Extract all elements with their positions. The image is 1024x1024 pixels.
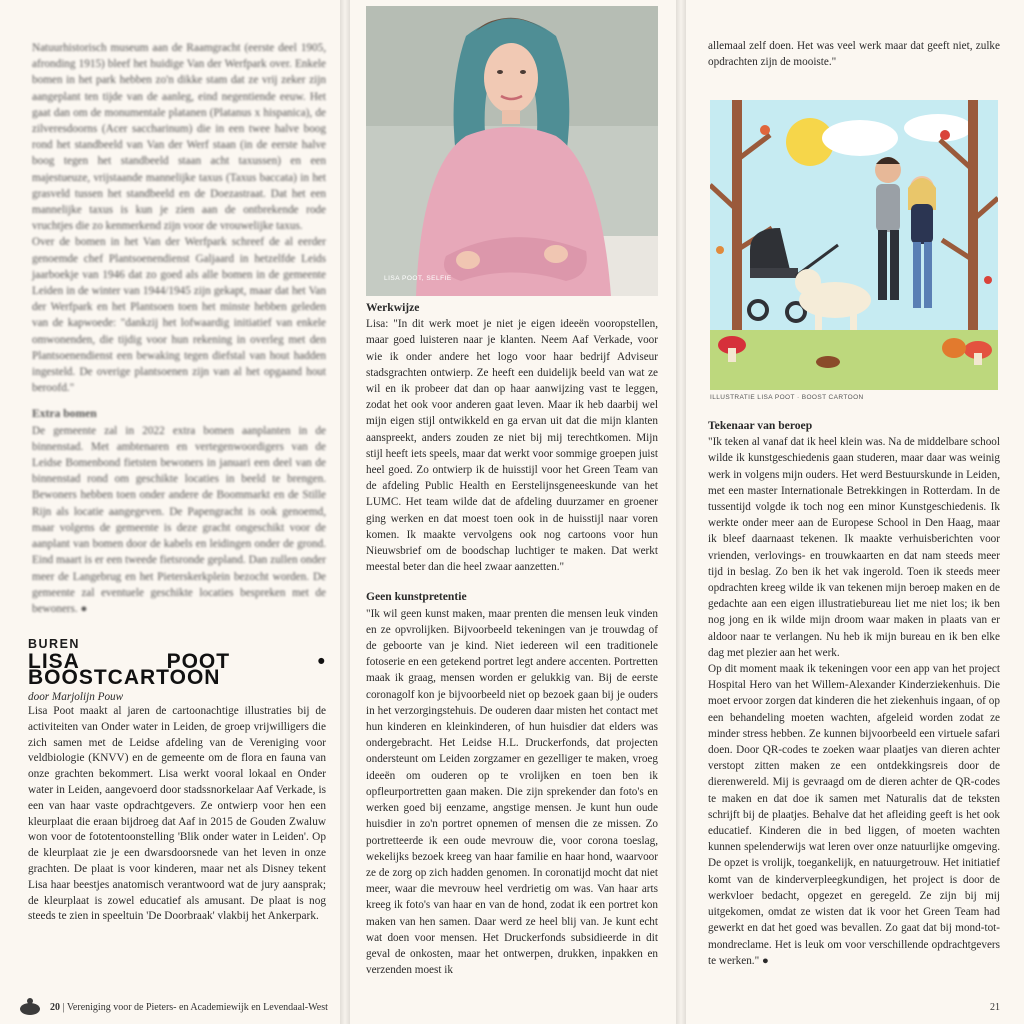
subheading-extra-bomen: Extra bomen xyxy=(32,407,97,421)
page-gutter xyxy=(340,0,350,1024)
column-1 xyxy=(32,40,326,617)
paragraph: Op dit moment maak ik tekeningen voor een app van het project Hospital Hero van het Willem-Alexander Kinderziekenhuis. Die moet ervoor zorgen dat kinderen die het ziekenhuis ingaan, of op een behandeling moeten wachten, afgeleid worden zodat ze minder stress hebben. Ze kunnen bijvoorbeeld een virtuele safari doen. Door QR-codes te zoeken waar plaatjes van dieren achter verstopt zitten maken ze een ontdekkingsreis door de dierenwereld. Mij is gevraagd om de dieren achter de QR-codes te maken en dat doe ik samen met Naturalis dat de teksten schrijft bij de plaatjes. Behalve dat het afleiding geeft is het ook educatief. Kinderen die in bed liggen, of moeten wachten kunnen spelenderwijs wat leren over onze natuurlijke omgeving. De opzet is vrolijk, toegankelijk, en natuurgetrouw. Het initiatief komt van de kinderverpleegkundigen, het project is door de werkvloer bedacht, opgezet en geregeld. Ze zijn bij mij uitgekomen, omdat ze wisten dat ik voor het Green Team had gewerkt en dat het goed was bevallen. Zo gaat dat bij mond-tot-mondreclame. Het is leuk om voor verschillende opdrachtgevers te werken." ● xyxy=(708,663,1000,967)
previous-article xyxy=(32,40,326,617)
article-header xyxy=(28,636,326,705)
subheading-werkwijze: Werkwijze xyxy=(366,301,420,314)
paragraph: allemaal zelf doen. Het was veel werk maar dat geeft niet, zulke opdrachten zijn de mooiste." xyxy=(708,40,1000,69)
subheading-geen-kunstpretentie: Geen kunstpretentie xyxy=(366,590,467,604)
selfie-photo xyxy=(366,6,658,296)
subheading-tekenaar-van-beroep: Tekenaar van beroep xyxy=(708,419,813,432)
article-intro xyxy=(28,704,326,925)
paragraph: Lisa Poot maakt al jaren de cartoonachtige illustraties bij de activiteiten van Onder water in Leiden, de groep vrijwilligers die zich samen met de Leidse afdeling van de Vereniging voor veldbiologie (KNVV) en de gemeente om de flora en fauna van onze grachten bekommert. Lisa werkt vooral lokaal en Onder water in Leiden, aangevoerd door stadssnorkelaar Aaf Verkade, is een van haar vaste opdrachtgevers. Ze ontwierp voor hen een kleurplaat die eraan bijdroeg dat Aaf in 2015 de Gouden Zwaluw won voor de fototentoonstelling 'Blik onder water in Leiden'. Op de kleurplaat zie je een dwarsdoorsnede van het leven in onze grachten. De plaat is voor kinderen, maar net als Disney tekent Lisa haar beestjes anatomisch verantwoord wat de jury aansprak; de kleurplaat is zowel educatief als amusant. De plaat is nog steeds te zien in speeltuin 'De Doorbraak' vlakbij het Ankerpark. xyxy=(28,705,326,923)
byline: door Marjolijn Pouw xyxy=(28,690,124,703)
column-2 xyxy=(366,300,658,978)
paragraph: Natuurhistorisch museum aan de Raamgracht (eerste deel 1905, afronding 1915) bleef het huidige Van der Werfpark over. Enkele bomen in het park hebben zo'n dikke stam dat ze vrij zeker zijn aangeplant ten tijde van de aanleg, eind negentiende eeuw. Het gaat dan om de monumentale platanen (Platanus x hispanica), de zilveresdoorns (Acer saccharinum) die in een twee halve boog rond het standbeeld van Van der Werf staan (in de eerste halve boog tegen het standbeeld staan acht taxussen) en een majestueuze, vrijstaande mannelijke taxus (Taxus baccata) in het grasveld tussen het standbeeld en de Doezastraat. Dat het een mannelijke taxus is kun je zien aan de ontbrekende rode vruchtjes die zo kenmerkend zijn voor de vrouwelijke taxus. xyxy=(32,42,326,233)
illustration-caption: ILLUSTRATIE LISA POOT · BOOST CARTOON xyxy=(710,394,864,401)
section-label: BUREN xyxy=(28,637,80,651)
family-illustration xyxy=(710,100,998,390)
paragraph: Lisa: "In dit werk moet je niet je eigen ideeën vooropstellen, maar goed luisteren naar je klanten. Neem Aaf Verkade, voor wie ik onder andere het logo voor haar bedrijf Adviseur stadsgrachten ontwierp. Ze heeft een duidelijk beeld van wat ze wil en ik probeer dat dan op haar aanwijzing vast te leggen, zodat het ook voor anderen gaat leven. Maar ik heb daarbij wel mijn eigen stijl ontwikkeld en ga ervan uit dat die mijn klanten aanspreekt, anders zouden ze niet bij mij terechtkomen. Mijn stijl heeft iets speels, maar dat werkt voor sommige groepen juist heel goed. Zo ontwierp ik de huisstijl voor het Green Team van de afdeling Public Health en Eerstelijnsgeneeskunde van het LUMC. Het team wilde dat de afdeling duurzamer en groener ging werken en dat moest toen ook in de huisstijl naar voren komen. Ik maakte vervolgens ook nog cartoons voor hun Nieuwsbrief om de boodschap luchtiger te maken. Dat werkt meestal beter dan die heel zwaar aanzetten." xyxy=(366,318,658,574)
footer-left xyxy=(50,1002,328,1013)
photo-caption: LISA POOT, SELFIE xyxy=(384,275,452,282)
column-3 xyxy=(708,38,1000,70)
page-number-right: 21 xyxy=(990,1002,1000,1013)
page-gutter-center xyxy=(676,0,686,1024)
publication-logo-icon xyxy=(18,996,42,1016)
selfie-image xyxy=(366,6,658,296)
paragraph: "Ik teken al vanaf dat ik heel klein was. Na de middelbare school wilde ik kunstgeschiedenis gaan studeren, maar daar was weinig werk in volgens mijn ouders. Het werd Bestuurskunde in Leiden, met een master Internationale Betrekkingen in Rotterdam. In de tussentijd volgde ik toch nog een minor Kunstgeschiedenis. Ik werkte onder meer aan de Europese School in Den Haag, maar ik bleef daarnaast tekenen. Ik maakte verhuisberichten voor vrienden, verlovings- en trouwkaarten en dat nam steeds meer tijd in beslag. Zo ben ik het vak ingerold. Toen ik steeds meer opdrachten kreeg wilde ik van tekenen mijn beroep maken en de gedachte aan een eigen illustratiebureau liet me niet los; ik ben nog jong en ik wilde mijn droom waar maken in plaats van er aldoor naar te verlangen. Nu heb ik mijn bureau en ik ben elke dag met plezier aan het werk. xyxy=(708,436,1000,659)
paragraph: "Ik wil geen kunst maken, maar prenten die mensen leuk vinden en ze opvrolijken. Bijvoorbeeld tekeningen van je trouwdag of de geboorte van je kind. Niet iedereen wil een traditionele fotoserie en een getekend portret legt andere accenten. Portretten maak ik graag, mensen worden er gelukkig van. Bij de eerste coronagolf kon je bijvoorbeeld niet op bezoek gaan bij je ouders in het verzorgingstehuis. De ouderen daar misten het contact met hun kinderen en kleinkinderen, of hun huisdier dat elders was ondergebracht. Het Leidse H.L. Druckerfonds, dat projecten ondersteunt om Leiden zorgzamer en gezelliger te maken, vroeg ideeën om ouderen op te vrolijken en toen ben ik opfleurportretten gaan maken. Die zijn sprekender dan foto's en werken goed bij eenzame, angstige mensen. Je kunt hun oude huisdier in zo'n portret opnemen of mensen die ze missen. Zo portretteerde ik een oude mevrouw die, voor corona toeslag, wekelijks bezoek kreeg van haar familie en haar hond, waarvoor ze de zorg op zich hadden genomen. In coronatijd mocht dat niet meer, waar die mevrouw heel verdrietig om was. Van haar arts kreeg ik foto's van haar en van de hond, zodat ik een portret kon maken van hen samen. Daar werd ze heel blij van. Je kunt echt wat doen voor mensen. Het Druckerfonds subsidieerde in dit geval de onkosten, maar het ontwerpen, drukken, inpakken en verzenden moest ik xyxy=(366,607,658,977)
paragraph: De gemeente zal in 2022 extra bomen aanplanten in de binnenstad. Met ambtenaren en vertegenwoordigers van de Leidse Bomenbond fietsten bewoners in januari een deel van de binnenstad rond om geschikte locaties in beeld te brengen. Bewoners hebben toen onder andere de Boommarkt en de Stille Rijn als locatie aangegeven. De Papengracht is ook genoemd, maar volgens de gemeente is deze gracht ongeschikt voor de aanplant van bomen door de kabels en leidingen onder de grond. Eind maart is er een tweede fietsronde gepland. Dan zullen onder meer de Langebrug en het Pieterskerkplein bezocht worden. De gemeente zal eventuele geschikte locaties bespreken met de bewoners. ● xyxy=(32,424,326,615)
publication-name: | Vereniging voor de Pieters- en Academiewijk en Levendaal-West xyxy=(62,1002,328,1013)
column-3-body xyxy=(708,418,1000,969)
cartoon-illustration xyxy=(710,100,998,390)
paragraph: Over de bomen in het Van der Werfpark schreef de al eerder genoemde chef Plantsoenendienst Galjaard in hetzelfde Leids jaarboekje van 1946 dat zo goed als alle bomen in de gemeente Leiden in de winter van 1944/1945 zijn gekapt, maar dat het Van der Werfpark en het Plantsoen toen het minste hebben geleden van de kapwoede: "dankzij het lofwaardig initiatief van enkele omwonenden, die tijdig voor hun rekening in overleg met den Plantsoenendienst een bewaking tegen diefstal van hout hadden ingesteld. De overige plantsoenen zijn van al het opgaand hout beroofd." xyxy=(32,236,326,395)
page-number-left: 20 xyxy=(50,1002,60,1013)
article-headline: LISA POOT • BOOSTCARTOON xyxy=(28,650,326,690)
